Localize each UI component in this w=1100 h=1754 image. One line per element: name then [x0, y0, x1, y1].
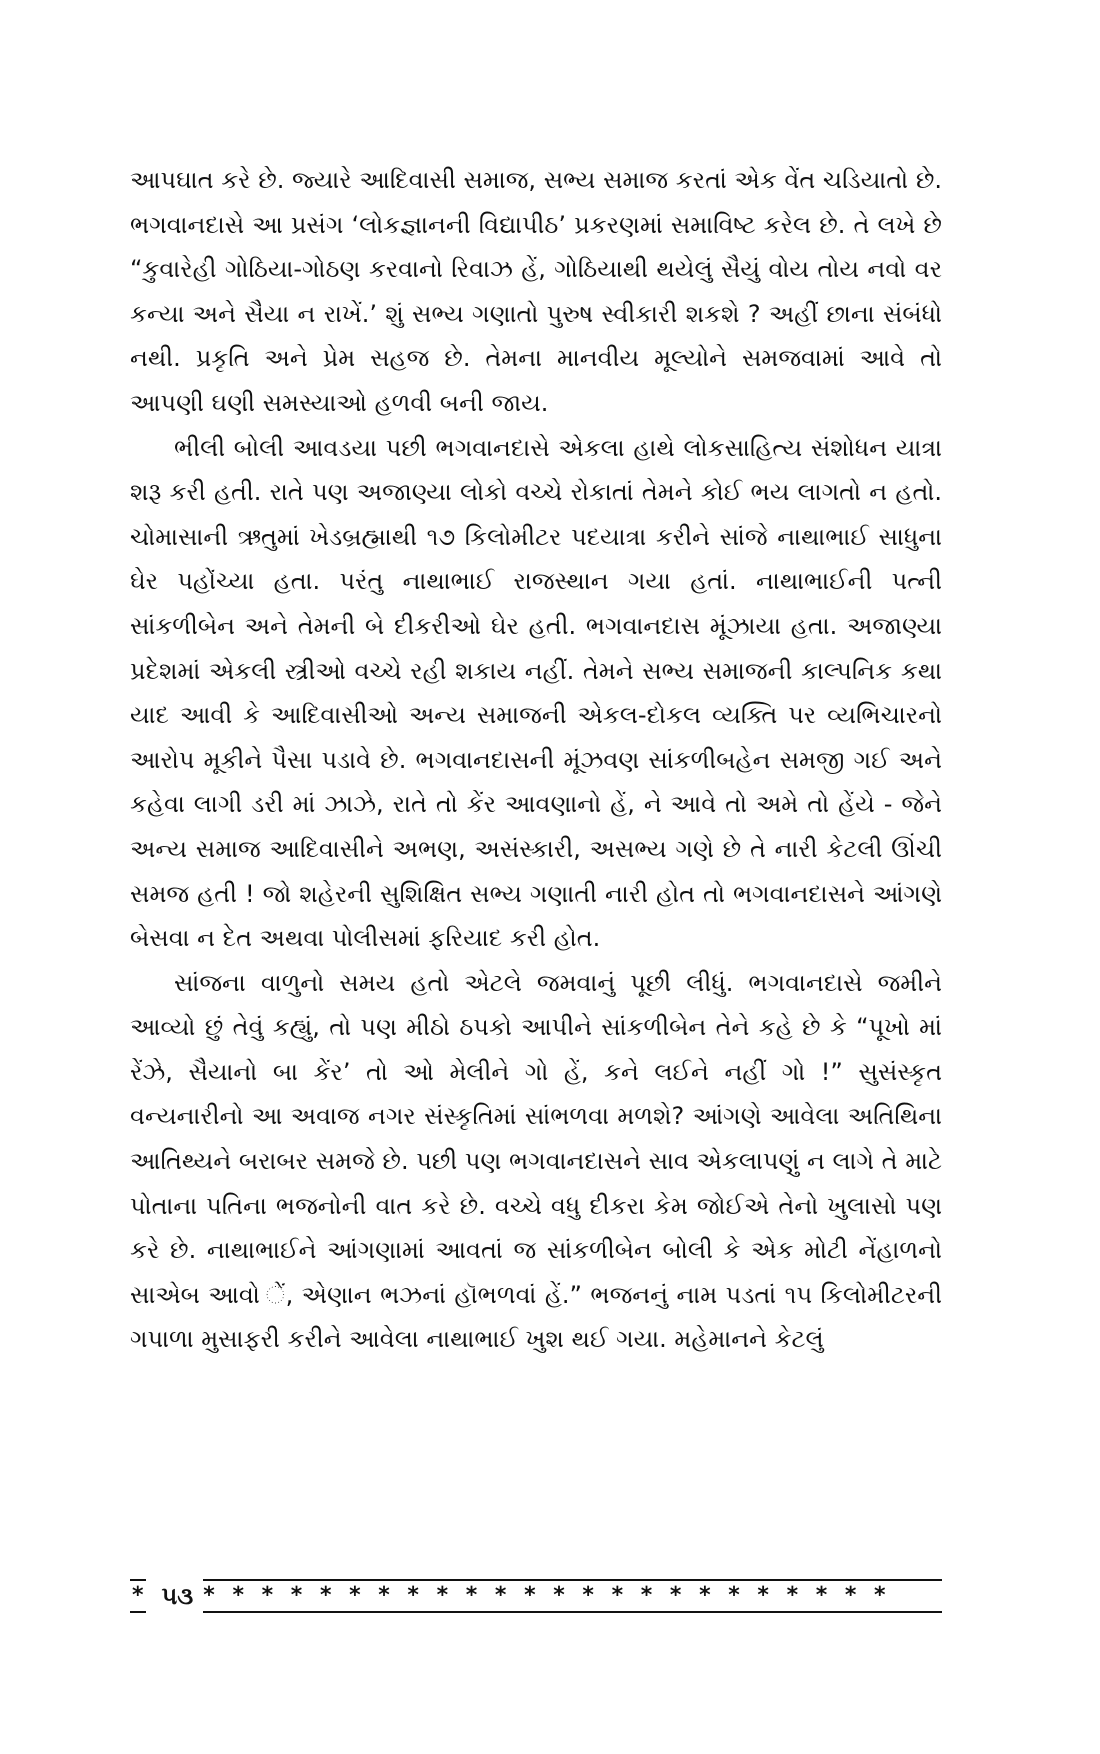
footer-ornament-row: * * * * * * * * * * * * * * * * * * * * * * * *	[203, 1579, 942, 1613]
footer-left-ornament: *	[130, 1579, 146, 1613]
page-number: ૫૩	[161, 1582, 194, 1610]
page-footer	[130, 1570, 942, 1622]
paragraph-2: ભીલી બોલી આવડયા પછી ભગવાનદાસે એકલા હાથે લોકસાહિત્ય સંશોધન યાત્રા શરૂ કરી હતી. રાતે પણ અજાણ્યા લોકો વચ્ચે રોકાતાં તેમને કોઈ ભય લાગતો ન હતો. ચોમાસાની ઋતુમાં ખેડબ્રહ્માથી ૧૭ કિલોમીટર પદયાત્રા કરીને સાંજે નાથાભાઈ સાધુના ઘેર પહોંચ્યા હતા. પરંતુ નાથાભાઈ રાજસ્થાન ગયા હતાં. નાથાભાઈની પત્ની સાંકળીબેન અને તેમની બે દીકરીઓ ઘેર હતી. ભગવાનદાસ મૂંઝાયા હતા. અજાણ્યા પ્રદેશમાં એકલી સ્ત્રીઓ વચ્ચે રહી શકાય નહીં. તેમને સભ્ય સમાજની કાલ્પનિક કથા યાદ આવી કે આદિવાસીઓ અન્ય સમાજની એકલ-દોકલ વ્યક્તિ પર વ્યભિચારનો આરોપ મૂકીને પૈસા પડાવે છે. ભગવાનદાસની મૂંઝવણ સાંકળીબહેન સમજી ગઈ અને કહેવા લાગી ડરી માં ઝાઝે, રાતે તો કેંર આવણાનો હેં, ને આવે તો અમે તો હેંયે - જેને અન્ય સમાજ આદિવાસીને અભણ, અસંસ્કારી, અસભ્ય ગણે છે તે નારી કેટલી ઊંચી સમજ હતી ! જો શહેરની સુશિક્ષિત સભ્ય ગણાતી નારી હોત તો ભગવાનદાસને આંગણે બેસવા ન દેત અથવા પોલીસમાં ફરિયાદ કરી હોત.	[130, 433, 942, 953]
paragraph-1: આપઘાત કરે છે. જ્યારે આદિવાસી સમાજ, સભ્ય સમાજ કરતાં એક વેંત ચડિયાતો છે. ભગવાનદાસે આ પ્રસંગ ‘લોકજ્ઞાનની વિદ્યાપીઠ’ પ્રકરણમાં સમાવિષ્ટ કરેલ છે. તે લખે છે “કુવારેહી ગોઠિયા-ગોઠણ કરવાનો રિવાઝ હેં, ગોઠિયાથી થયેલું સૈયું વોય તોય નવો વર કન્યા અને સૈયા ન રાખેં.’ શું સભ્ય ગણાતો પુરુષ સ્વીકારી શકશે ? અહીં છાના સંબંધો નથી. પ્રકૃતિ અને પ્રેમ સહજ છે. તેમના માનવીય મૂલ્યોને સમજવામાં આવે તો આપણી ઘણી સમસ્યાઓ હળવી બની જાય.	[130, 166, 942, 417]
page-body	[130, 158, 942, 1362]
paragraph-3: સાંજના વાળુનો સમય હતો એટલે જમવાનું પૂછી લીધું. ભગવાનદાસે જમીને આવ્યો છું તેવું કહ્યું, તો પણ મીઠો ઠપકો આપીને સાંકળીબેન તેને કહે છે કે “પૂખો માં રેંઝે, સૈયાનો બા કેંર’ તો ઓ મેલીને ગો હેં, કને લઈને નહીં ગો !” સુસંસ્કૃત વન્યનારીનો આ અવાજ નગર સંસ્કૃતિમાં સાંભળવા મળશે? આંગણે આવેલા અતિથિના આતિથ્યને બરાબર સમજે છે. પછી પણ ભગવાનદાસને સાવ એકલાપણું ન લાગે તે માટે પોતાના પતિના ભજનોની વાત કરે છે. વચ્ચે વધુ દીકરા કેમ જોઈએ તેનો ખુલાસો પણ કરે છે. નાથાભાઈને આંગણામાં આવતાં જ સાંકળીબેન બોલી કે એક મોટી નેંહાળનો સાએબ આવો ેં, એણાન ભઝનાં હૉભળવાં હેં.” ભજનનું નામ પડતાં ૧૫ કિલોમીટરની ગપાળા મુસાફરી કરીને આવેલા નાથાભાઈ ખુશ થઈ ગયા. મહેમાનને કેટલું	[130, 968, 942, 1354]
